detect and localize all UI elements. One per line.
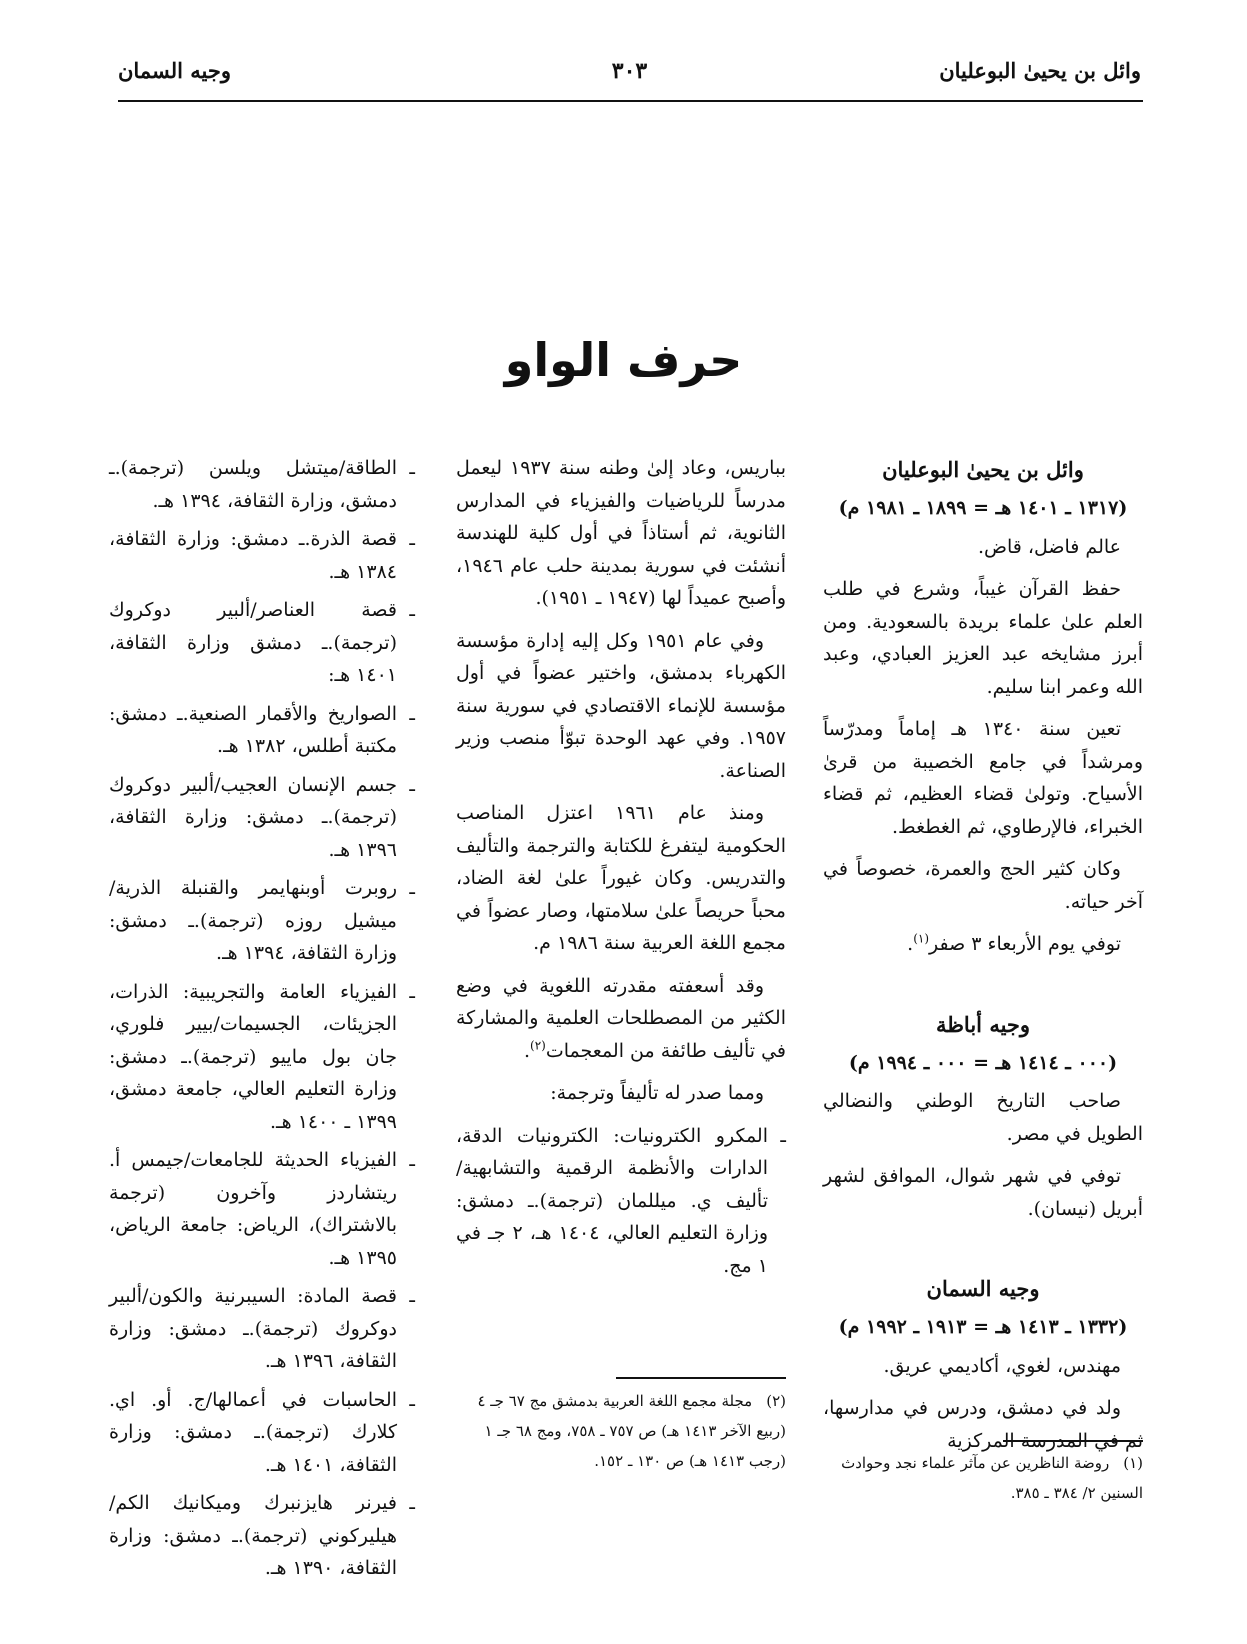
entry-paragraph: تعين سنة ١٣٤٠ هـ إماماً ومدرّساً ومرشداً في جامع الخصيبة من قرىٰ الأسياح. وتولىٰ قضاء العظيم، ثم قضاء الخبراء، فالإرطاوي، ثم الغطغط. xyxy=(823,718,1143,838)
work-item: ـ الطاقة/ميتشل ويلسن (ترجمة).ـ دمشق، وزارة الثقافة، ١٣٩٤ هـ. xyxy=(109,452,415,517)
work-item: ـ فيرنر هايزنبرك وميكانيك الكم/هيليركوني (ترجمة).ـ دمشق: وزارة الثقافة، ١٣٩٠ هـ. xyxy=(109,1487,415,1585)
footnote-number: (٢) xyxy=(766,1392,786,1410)
footnote xyxy=(456,1386,786,1476)
footnote-rule xyxy=(616,1377,786,1379)
entry-wael-bualyan xyxy=(823,452,1143,961)
entry-title: وائل بن يحيىٰ البوعليان xyxy=(882,457,1084,482)
works-intro: ومما صدر له تأليفاً وترجمة: xyxy=(550,1082,764,1104)
body-paragraph: وفي عام ١٩٥١ وكل إليه إدارة مؤسسة الكهرباء بدمشق، واختير عضواً في أول مؤسسة للإنماء الاقتصادي في سورية سنة ١٩٥٧. وفي عهد الوحدة تبوّأ منصب وزير الصناعة. xyxy=(456,629,786,782)
entry-wajih-abaza xyxy=(823,1007,1143,1226)
footnote xyxy=(823,1448,1143,1508)
entry-paragraph: حفظ القرآن غيباً، وشرع في طلب العلم علىٰ علماء بريدة بالسعودية. ومن أبرز مشايخه عبد العزيز العبادي، وعبد الله وعمر ابنا سليم. xyxy=(823,578,1143,698)
footnote-ref: (٢) xyxy=(530,1038,546,1053)
entry-dates: (١٣٣٢ ـ ١٤١٣ هـ = ١٩١٣ ـ ١٩٩٢ م) xyxy=(838,1316,1128,1338)
entry-paragraph: عالم فاضل، قاض. xyxy=(977,535,1121,558)
work-item: ـ المكرو الكترونيات: الكترونيات الدقة، الدارات والأنظمة الرقمية والتشابهية/تأليف ي. ميللمان (ترجمة).ـ دمشق: وزارة التعليم العالي، ١٤٠٤ هـ، ٢ جـ في ١ مج. xyxy=(456,1120,786,1283)
header-rule xyxy=(118,100,1143,102)
middle-column xyxy=(456,452,786,1288)
header-entry-last: وجيه السمان xyxy=(118,58,231,83)
entry-paragraph: ولد في دمشق، ودرس في مدارسها، ثم في المدرسة المركزية xyxy=(823,1397,1143,1452)
entry-title: وجيه أباظة xyxy=(935,1011,1031,1037)
left-column xyxy=(109,452,415,1591)
footnote-ref: (١) xyxy=(913,931,930,946)
work-item: ـ قصة العناصر/ألبير دوكروك (ترجمة).ـ دمشق وزارة الثقافة، ١٤٠١ هـ: xyxy=(109,594,415,692)
entry-spacer xyxy=(823,971,1143,1007)
footnote-text: مجلة مجمع اللغة العربية بدمشق مج ٦٧ جـ ٤ (ربيع الآخر ١٤١٣ هـ) ص ٧٥٧ ـ ٧٥٨، ومج ٦٨ جـ ١ (رجب ١٤١٣ هـ) ص ١٣٠ ـ ١٥٢. xyxy=(477,1392,786,1470)
footnote-text: روضة الناظرين عن مآثر علماء نجد وحوادث السنين ٢/ ٣٨٤ ـ ٣٨٥. xyxy=(841,1454,1143,1502)
entry-paragraph xyxy=(823,928,1143,961)
work-item: ـ الصواريخ والأقمار الصنعية.ـ دمشق: مكتبة أطلس، ١٣٨٢ هـ. xyxy=(109,698,415,763)
body-paragraph: ومنذ عام ١٩٦١ اعتزل المناصب الحكومية ليتفرغ للكتابة والترجمة والتأليف والتدريس. وكان غيوراً علىٰ لغة الضاد، محباً حريصاً علىٰ سلامتها، وصار عضواً في مجمع اللغة العربية سنة ١٩٨٦ م. xyxy=(456,802,786,954)
paragraph-text-end: . xyxy=(523,1039,531,1062)
running-header xyxy=(118,58,1141,92)
work-item: ـ الفيزياء الحديثة للجامعات/جيمس أ. ريتشاردز وآخرون (ترجمة بالاشتراك)، الرياض: جامعة الرياض، ١٣٩٥ هـ. xyxy=(109,1144,415,1274)
entry-paragraph: صاحب التاريخ الوطني والنضالي الطويل في مصر. xyxy=(823,1090,1143,1145)
footnote-rule xyxy=(1003,1440,1143,1442)
body-paragraph: بباريس، وعاد إلىٰ وطنه سنة ١٩٣٧ ليعمل مدرساً للرياضيات والفيزياء في المدارس الثانوية، ثم أستاذاً في أول كلية للهندسة أنشئت في سورية بمدينة حلب عام ١٩٤٦، وأصبح عميداً لها (١٩٤٧ ـ ١٩٥١). xyxy=(456,457,786,609)
entry-paragraph: مهندس، لغوي، أكاديمي عريق. xyxy=(883,1354,1121,1377)
work-item: ـ الحاسبات في أعمالها/ج. أو. اي. كلارك (ترجمة).ـ دمشق: وزارة الثقافة، ١٤٠١ هـ. xyxy=(109,1384,415,1482)
page-number: ٣٠٣ xyxy=(611,58,648,84)
work-item: ـ روبرت أوبنهايمر والقنبلة الذرية/ميشيل روزه (ترجمة).ـ دمشق: وزارة الثقافة، ١٣٩٤ هـ. xyxy=(109,872,415,970)
works-list xyxy=(456,1120,786,1283)
entry-spacer xyxy=(823,1235,1143,1271)
works-list xyxy=(109,452,415,1585)
work-item: ـ الفيزياء العامة والتجريبية: الذرات، الجزيئات، الجسيمات/بيير فلوري، جان بول ماييو (ترجمة).ـ دمشق: وزارة التعليم العالي، جامعة دمشق، ١٣٩٩ ـ ١٤٠٠ هـ. xyxy=(109,976,415,1139)
death-text-end: . xyxy=(907,933,914,955)
entry-dates: (٠٠٠ ـ ١٤١٤ هـ = ٠٠٠ ـ ١٩٩٤ م) xyxy=(848,1051,1118,1074)
work-item: ـ جسم الإنسان العجيب/ألبير دوكروك (ترجمة).ـ دمشق: وزارة الثقافة، ١٣٩٦ هـ. xyxy=(109,769,415,867)
paragraph-text: وقد أسعفته مقدرته اللغوية في وضع الكثير من المصطلحات العلمية والمشاركة في تأليف طائفة من المعجمات xyxy=(456,974,786,1062)
work-item: ـ قصة المادة: السيبرنية والكون/ألبير دوكروك (ترجمة).ـ دمشق: وزارة الثقافة، ١٣٩٦ هـ. xyxy=(109,1280,415,1378)
header-entry-first: وائل بن يحيىٰ البوعليان xyxy=(939,58,1141,83)
entry-paragraph: وكان كثير الحج والعمرة، خصوصاً في آخر حياته. xyxy=(823,858,1143,913)
death-text: توفي يوم الأربعاء ٣ صفر xyxy=(929,933,1121,955)
right-column xyxy=(823,452,1143,1467)
entry-wajih-samman xyxy=(823,1271,1143,1457)
footnote-number: (١) xyxy=(1123,1454,1143,1472)
entry-paragraph: توفي في شهر شوال، الموافق لشهر أبريل (نيسان). xyxy=(823,1165,1143,1220)
entry-dates: (١٣١٧ ـ ١٤٠١ هـ = ١٨٩٩ ـ ١٩٨١ م) xyxy=(838,497,1128,519)
entry-title: وجيه السمان xyxy=(926,1276,1040,1301)
work-item: ـ قصة الذرة.ـ دمشق: وزارة الثقافة، ١٣٨٤ هـ. xyxy=(109,523,415,588)
chapter-title: حرف الواو xyxy=(504,332,743,387)
body-paragraph xyxy=(456,970,786,1068)
